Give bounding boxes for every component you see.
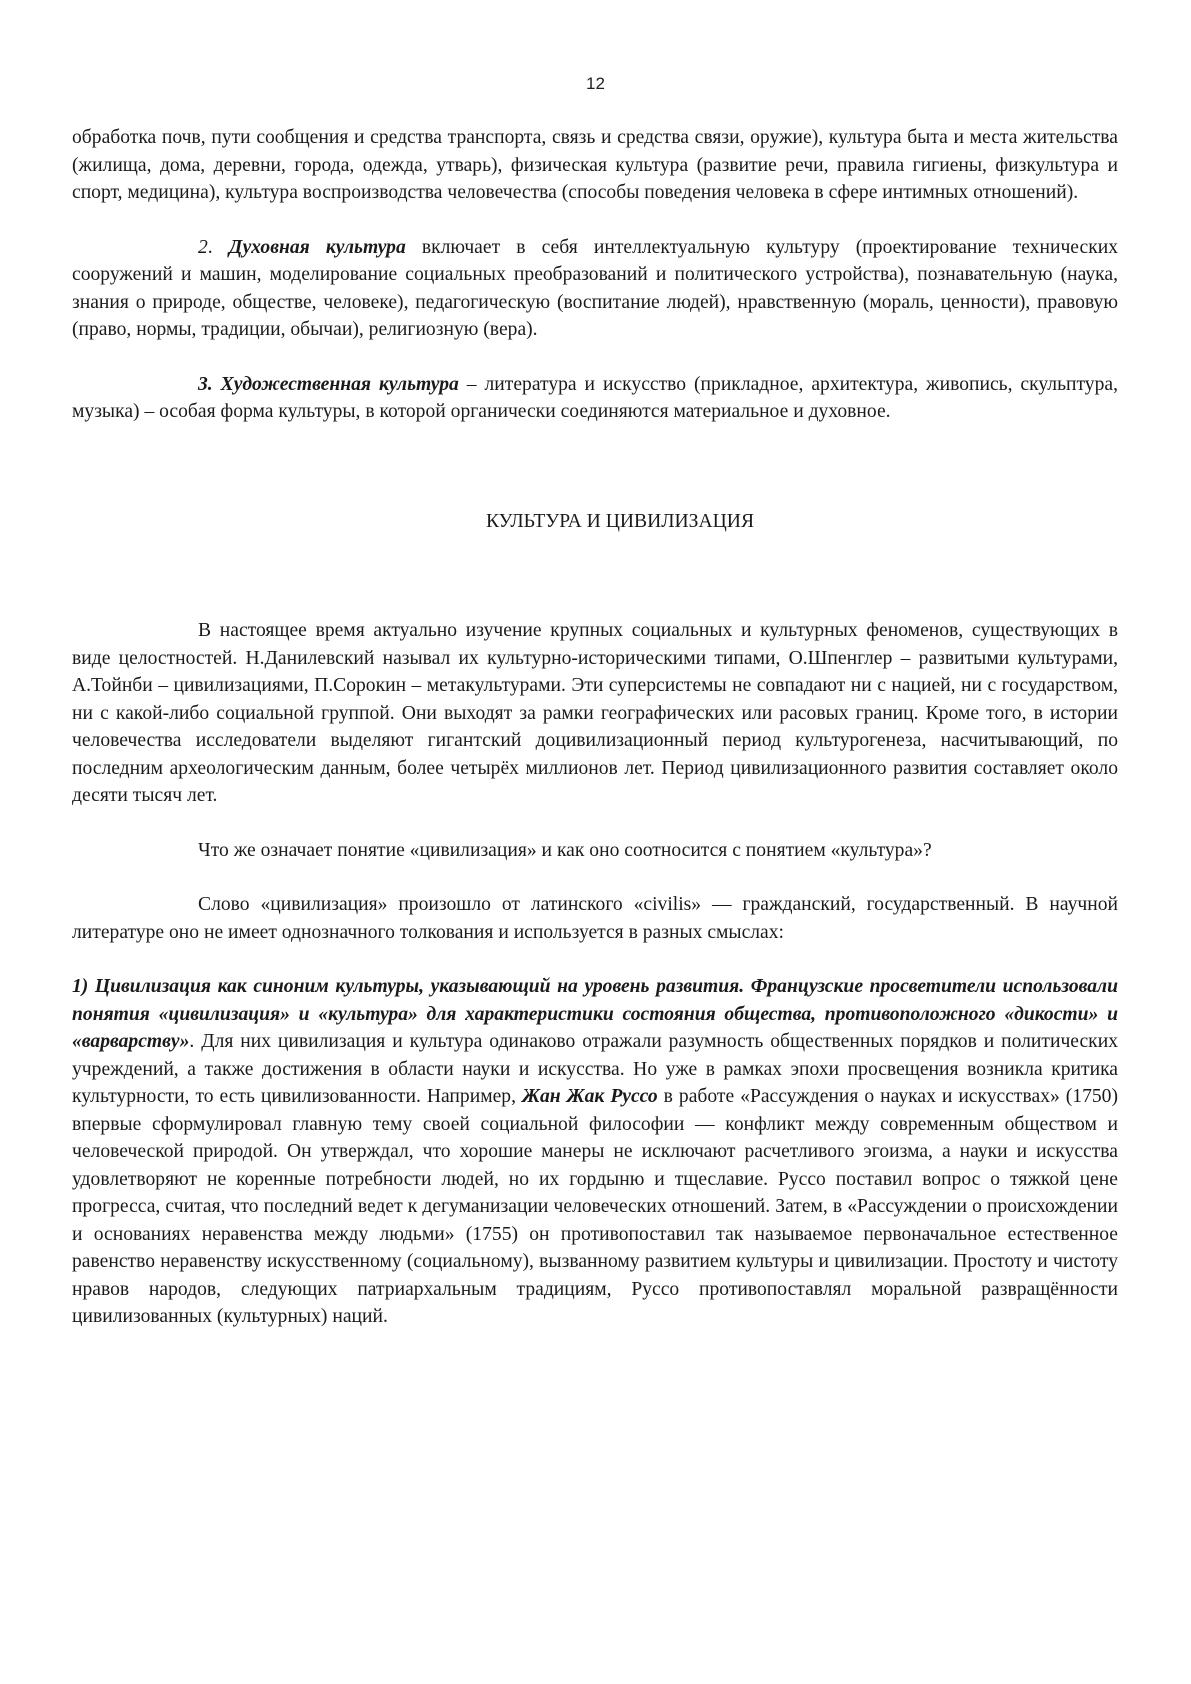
list-number: 2: [198, 236, 208, 258]
section-heading: КУЛЬТУРА И ЦИВИЛИЗАЦИЯ: [485, 510, 755, 532]
paragraph-word-origin: Слово «цивилизация» произошло от латинского «civilis» — гражданский, государственный. В научной литературе оно не имеет однозначного толкования и используется в разных смыслах:: [72, 894, 1118, 943]
author-name: Жан Жак Руссо: [521, 1086, 658, 1107]
term-artistic-culture: 3. Художественная культура: [198, 373, 459, 395]
paragraph-spiritual-culture: 2. Духовная культура включает в себя интеллектуальную культуру (проектирование технических сооружений и машин, моделирование социальных преобразований и политического устройства), познавательную (наука, знания о природе, обществе, человеке), педагогическую (воспитание людей), нравственную (мораль, ценности), правовую (право, нормы, традиции, обычаи), религиозную (вера).: [72, 236, 1118, 340]
page-content: [72, 124, 1118, 1331]
definition-heading: 1) Цивилизация как синоним культуры, указывающий на уровень развития. Французские просветители использовали понятия «цивилизация» и «культура» для характеристики состояния общества, противоположного «дикости» и «варварству»: [72, 976, 1118, 1052]
paragraph-supersystems: В настоящее время актуально изучение крупных социальных и культурных феноменов, существующих в виде целостностей. Н.Данилевский называл их культурно-историческими типами, О.Шпенглер – развитыми культурами, А.Тойнби – цивилизациями, П.Сорокин – метакультурами. Эти суперсистемы не совпадают ни с нацией, ни с государством, ни с какой-либо социальной группой. Они выходят за рамки географических или расовых границ. Кроме того, в истории человечества исследователи выделяют гигантский доцивилизационный период культурогенеза, насчитывающий, по последним археологическим данным, более четырёх миллионов лет. Период цивилизационного развития составляет около десяти тысяч лет.: [72, 620, 1118, 806]
paragraph-question: Что же означает понятие «цивилизация» и как оно соотносится с понятием «культура»?: [198, 839, 932, 861]
paragraph-civilization-as-culture: 1) Цивилизация как синоним культуры, указывающий на уровень развития. Французские просветители использовали понятия «цивилизация» и «культура» для характеристики состояния общества, противоположного «дикости» и «варварству». Для них цивилизация и культура одинаково отражали разумность общественных порядков и политических учреждений, а также достижения в области науки и искусства. Но уже в рамках эпохи просвещения возникла критика культурности, то есть цивилизованности. Например, Жан Жак Руссо в работе «Рассуждения о науках и искусствах» (1750) впервые сформулировал главную тему своей социальной философии — конфликт между современным обществом и человеческой природой. Он утверждал, что хорошие манеры не исключают расчетливого эгоизма, а науки и искусства удовлетворяют не коренные потребности людей, но их гордыню и тщеславие. Руссо поставил вопрос о тяжкой цене прогресса, считая, что последний ведет к дегуманизации человеческих отношений. Затем, в «Рассуждении о происхождении и основаниях неравенства между людьми» (1755) он противопоставил так называемое первоначальное естественное равенство неравенству искусственному (социальному), вызванному развитием культуры и цивилизации. Простоту и чистоту нравов народов, следующих патриархальным традициям, Руссо противопоставлял моральной развращённости цивилизованных (культурных) наций.: [72, 976, 1119, 1327]
term-spiritual-culture: Духовная культура: [228, 236, 406, 258]
paragraph-artistic-culture: 3. Художественная культура – литература и искусство (прикладное, архитектура, живопись, скульптура, музыка) – особая форма культуры, в которой органически соединяются материальное и духовное.: [72, 373, 1118, 422]
paragraph-material-culture-continued: обработка почв, пути сообщения и средства транспорта, связь и средства связи, оружие), культура быта и места жительства (жилища, дома, деревни, города, одежда, утварь), физическая культура (развитие речи, правила гигиены, физкультура и спорт, медицина), культура воспроизводства человечества (способы поведения человека в сфере интимных отношений).: [72, 127, 1118, 203]
page-number: 12: [586, 74, 605, 93]
